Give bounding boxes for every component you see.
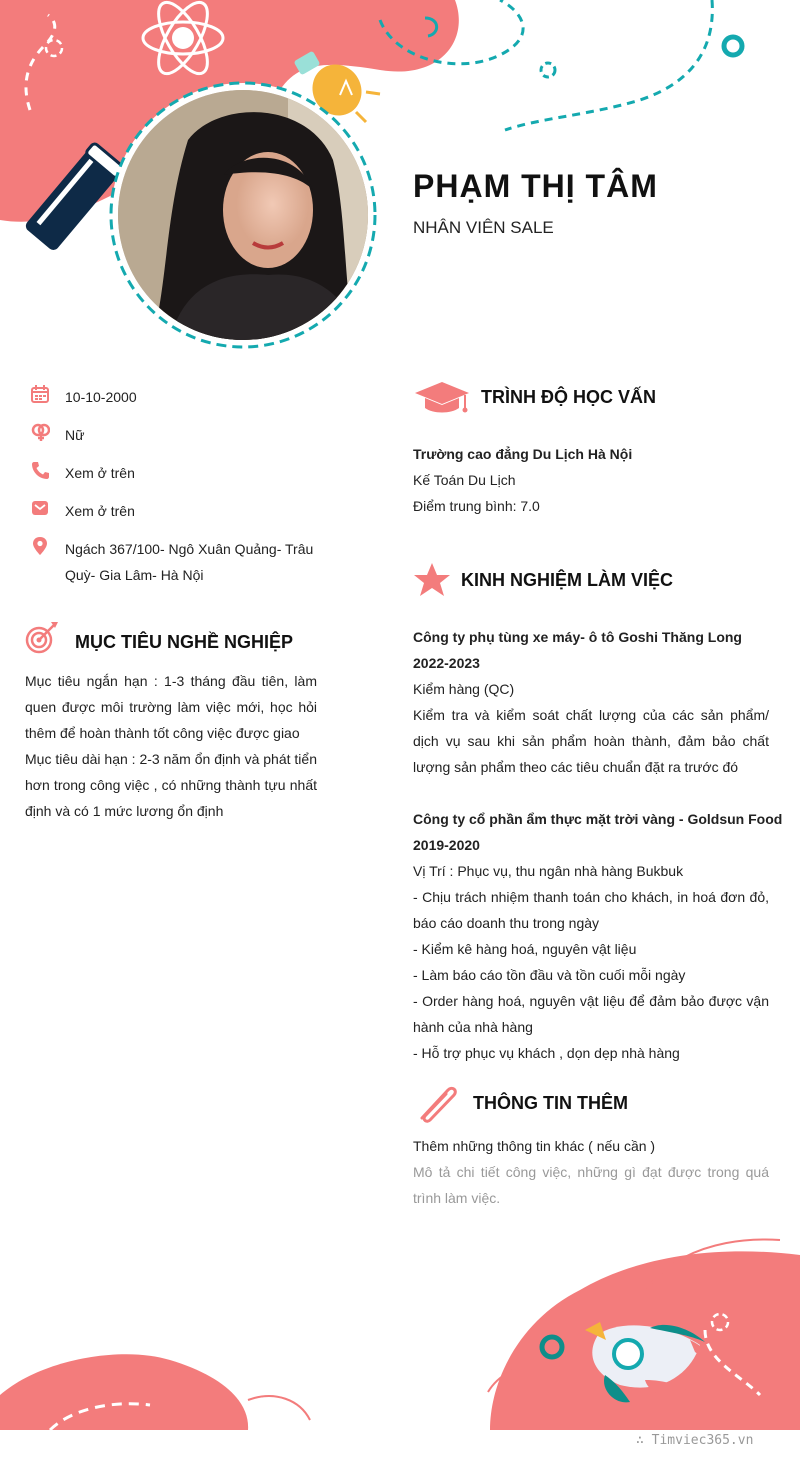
job-entry: Công ty cổ phần ẩm thực mặt trời vàng - Goldsun Food 2019-2020 Vị Trí : Phục vụ, thu ngân nhà hàng Bukbuk - Chịu trách nhiệm thanh toán cho khách, in hoá đơn đỏ, báo cáo doanh thu trong ngày - Kiểm kê hàng hoá, nguyên vật liệu - Làm báo cáo tồn đầu và tồn cuối mỗi ngày - Order hàng hoá, nguyên vật liệu để đảm bảo được vận hành của nhà hàng - Hỗ trợ phục vụ khách , dọn dẹp nhà hàng [413,806,769,1066]
company-name: Công ty cổ phần ẩm thực mặt trời vàng - Goldsun Food [413,811,783,827]
education-details [413,441,773,519]
email-row [30,498,135,519]
birthday-row [30,384,137,405]
gender-value: Nữ [65,427,85,443]
job-entry: Công ty phụ tùng xe máy- ô tô Goshi Thăng Long 2022-2023 Kiểm hàng (QC) Kiểm tra và kiểm soát chất lượng của các sản phẩm/ dịch vụ sau khi sản phẩm hoàn thành, đảm bảo chất lượng sản phẩm theo các tiêu chuẩn đặt ra trước đó [413,624,769,780]
paperclip-icon [414,1082,460,1129]
star-icon [413,562,451,603]
birthday-value: 10-10-2000 [65,389,137,405]
phone-icon [30,460,50,480]
phone-row [30,460,135,481]
email-value: Xem ở trên [65,503,135,519]
job-role: Kiểm hàng (QC) [413,681,515,697]
education-title: TRÌNH ĐỘ HỌC VẤN [481,387,656,407]
career-goal-text: Mục tiêu ngắn hạn : 1-3 tháng đầu tiên, làm quen được môi trường làm việc mới, học hỏi thêm để hoàn thành tốt công việc được giao Mục tiêu dài hạn : 2-3 năm ổn định và phát tiển hơn trong công việc , có những thành tựu nhất định và có 1 mức lương ổn định [25,673,317,819]
gender-row [30,422,85,443]
major: Kế Toán Du Lịch [413,472,516,488]
address-value: Ngách 367/100- Ngô Xuân Quảng- Trâu Quỳ- Gia Lâm- Hà Nội [65,541,314,583]
job-title: NHÂN VIÊN SALE [413,218,554,237]
school-name: Trường cao đẳng Du Lịch Hà Nội [413,446,633,462]
graduation-cap-icon [413,380,471,421]
target-icon [24,620,60,661]
job-period: 2022-2023 [413,655,480,671]
full-name: PHẠM THỊ TÂM [413,168,658,204]
phone-value: Xem ở trên [65,465,135,481]
avatar [108,80,378,350]
job-role: Vị Trí : Phục vụ, thu ngân nhà hàng Bukbuk [413,863,684,879]
career-goal-title: MỤC TIÊU NGHỀ NGHIỆP [75,632,294,652]
calendar-icon [30,384,50,404]
brand-watermark: ∴ Timviec365.vn [636,1433,754,1448]
job-period: 2019-2020 [413,837,480,853]
extra-info-title: THÔNG TIN THÊM [473,1093,628,1113]
email-icon [30,498,50,518]
experience-title: KINH NGHIỆM LÀM VIỆC [461,570,674,590]
location-pin-icon [30,536,50,556]
gpa: Điểm trung bình: 7.0 [413,498,540,514]
gender-icon [30,422,50,442]
company-name: Công ty phụ tùng xe máy- ô tô Goshi Thăng Long [413,629,742,645]
extra-info-text: Thêm những thông tin khác ( nếu cần ) Mô tả chi tiết công việc, những gì đạt được trong quá trình làm việc. [413,1138,769,1206]
address-row [30,536,314,583]
